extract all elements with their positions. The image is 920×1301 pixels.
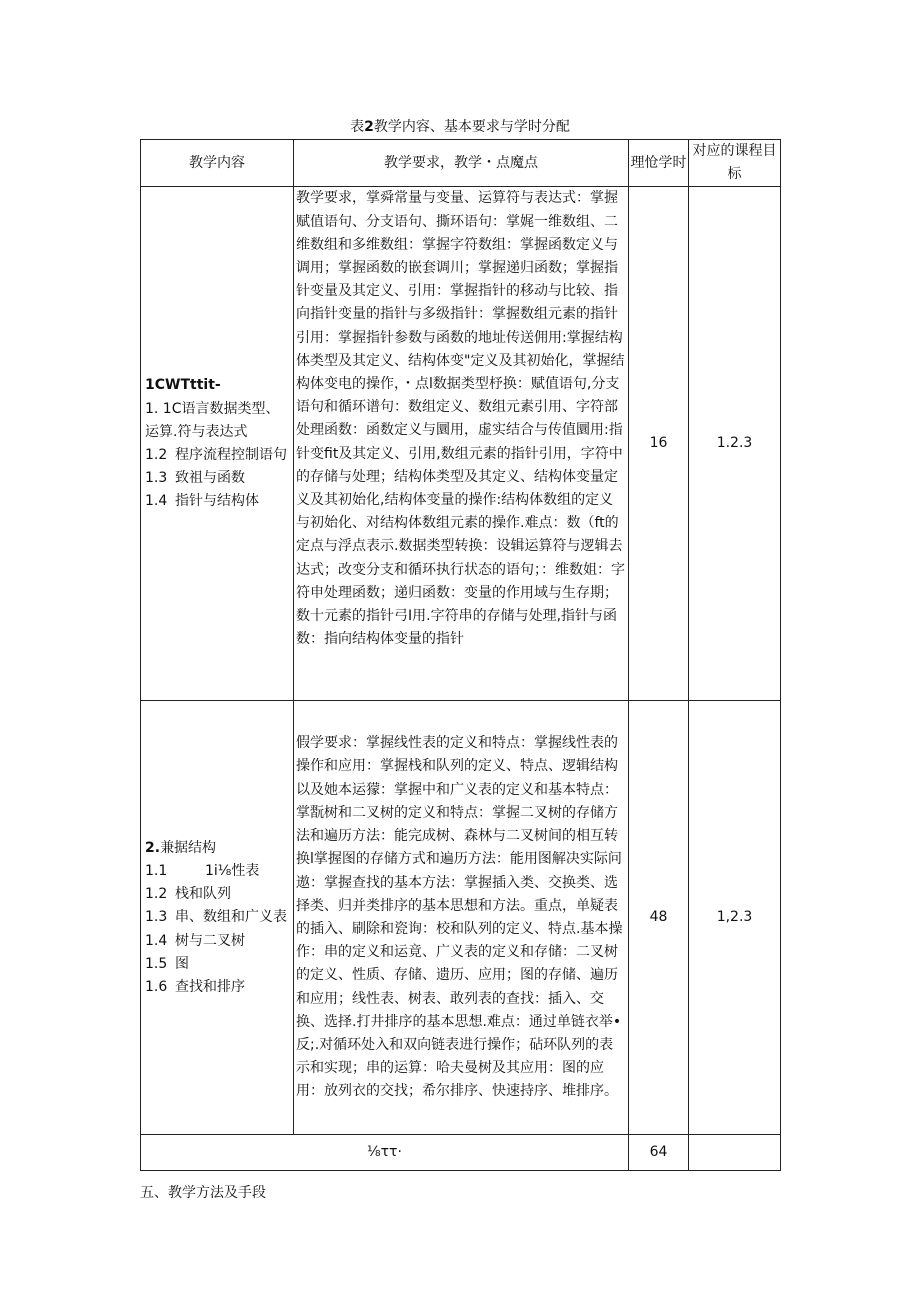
topic-text: 串、数组和广义表	[175, 909, 287, 926]
topic-num: 1.3	[145, 470, 168, 487]
topic-title-2	[145, 837, 289, 860]
topic-item-1-4	[145, 490, 289, 513]
hours-cell-1: 16	[629, 187, 689, 701]
topic-item-2-3	[145, 906, 289, 929]
table-total-row	[141, 1135, 781, 1171]
topic-num: 1. 1C	[145, 400, 182, 417]
topic-title-text: 兼据结构	[160, 839, 217, 856]
table-caption	[0, 117, 920, 137]
topic-item-2-6	[145, 976, 289, 999]
topic-num: 1.5	[145, 955, 168, 972]
topic-text: 语言数据类型、运算.符与表达式	[145, 400, 280, 440]
teaching-content-table	[140, 139, 781, 1171]
topic-num: 1.2	[145, 886, 168, 903]
topic-text: 指针与结构体	[175, 493, 259, 510]
topic-item-1-1	[145, 398, 289, 444]
caption-text: 教学内容、基本要求与学时分配	[373, 119, 570, 135]
table-row-c-language	[141, 187, 781, 701]
topic-item-1-3	[145, 467, 289, 490]
topic-text: 致祖与函数	[175, 470, 245, 487]
caption-number: 2	[364, 119, 374, 135]
header-hours: 理怆学时	[629, 140, 689, 187]
topic-item-2-5	[145, 953, 289, 976]
total-hours: 64	[629, 1135, 689, 1171]
topic-num: 1.3	[145, 909, 168, 926]
topic-item-2-4	[145, 930, 289, 953]
topic-item-1-2	[145, 444, 289, 467]
topic-cell-2	[141, 701, 294, 1135]
hours-cell-2: 48	[629, 701, 689, 1135]
requirements-cell-2	[294, 701, 629, 1135]
header-requirements: 教学要求，教学・点魔点	[294, 140, 629, 187]
total-objectives-empty	[689, 1135, 781, 1171]
requirements-text-2: 假学要求：掌握线性表的定义和特点：掌握线性表的操作和应用：掌握栈和队列的定义、特点、逻辑结构以及她本运獴：掌握中和广义表的定义和基本特点：掌翫树和二叉树的定义和特点：掌握二叉树的存储方法和遍历方法：能完成树、森林与二叉树间的相互转换l掌握图的存储方式和遍历方法：能用图解决实际问遨：掌握查找的基本方法：掌握插入类、交换类、选择类、归并类排序的基本思想和方法。重点，单疑表的插入、刷除和瓷询：校和队列的定义、特点.基本操作：串的定义和运竟、广义表的定义和存储：二叉树的定义、性质、存储、遗历、应用；图的存储、遍历和应用；线性表、树表、敢列表的查找：插入、交换、选择.打井排序的基本思想.难点：通过单链衣举•反;.对循环处入和双向链表进行操作；砧环队列的表示和实现；串的运算：哈夫曼树及其应用：图的应用：放列衣的交找；希尔排序、快速持序、堆排序。	[296, 735, 623, 1100]
objectives-cell-1: 1.2.3	[689, 187, 781, 701]
header-content: 教学内容	[141, 140, 294, 187]
table-row-data-structures	[141, 701, 781, 1135]
topic-title-1: 1CWTttit-	[145, 377, 221, 394]
topic-num: 1.2	[145, 446, 168, 463]
topic-text: 图	[175, 955, 189, 972]
topic-text: 栈和队列	[175, 886, 231, 903]
requirements-cell-1	[294, 187, 629, 701]
topic-item-2-1	[145, 860, 289, 883]
caption-prefix: 表	[350, 119, 365, 135]
topic-num: 1.6	[145, 978, 168, 995]
section-heading: 五、教学方法及手段	[140, 1185, 266, 1201]
total-label: ⅛ττ·	[141, 1135, 629, 1171]
topic-text: 树与二叉树	[175, 932, 245, 949]
topic-num: 1.4	[145, 932, 168, 949]
table-header-row	[141, 140, 781, 187]
topic-item-2-2	[145, 883, 289, 906]
objectives-cell-2: 1,2.3	[689, 701, 781, 1135]
header-objectives: 对应的课程目标	[689, 140, 781, 187]
topic-title-number: 2.	[145, 839, 161, 856]
topic-cell-1	[141, 187, 294, 701]
topic-text: 程序流程控制语句	[175, 446, 287, 463]
requirements-text-1: 教学要求，掌舜常量与变量、运算符与表达式：掌握赋值语句、分支语句、撕环语句：掌娓一维数组、二维数组和多维数组：掌握字符数组：掌握函数定义与调用；掌握函数的嵌套调川；掌握递归函数；掌握指针变量及其定义、引用：掌握指针的移动与比较、指向指针变量的指针与多级指针：掌握数组元素的指针引用：掌握指针参数与函数的地址传送佣用:掌握结构体类型及其定义、结构体变"定义及其初始化，掌握结构体变电的操作，・点l数据类型杼换：赋值语句,分支语句和循环谱句：数组定义、数组元素引用、字符部处理函数：函数定义与圜用，虚实结合与传值圜用:指针变fit及其定义、引用,数组元素的指针引用，字符中的存储与处理；结构体类型及其定义、结构体变量定义及其初始化,结构体变量的操作:结构体数组的定义与初始化、对结构体数组元素的操作.难点：数（ft的定点与浮点表示.数据类型转换：设辑运算符与逻辑去达式；改变分支和循环执行状态的语句；：维数姐：字符申处理函数；递归函数：变量的作用域与生存期；数十元素的指针弓I用.字符串的存储与处理,指针与函数：指向结构体变量的指针	[296, 190, 625, 648]
topic-text: 查找和排序	[175, 978, 245, 995]
topic-num: 1.4	[145, 493, 168, 510]
topic-num: 1.1	[145, 862, 168, 879]
topic-text: 1i⅛性表	[205, 862, 260, 879]
